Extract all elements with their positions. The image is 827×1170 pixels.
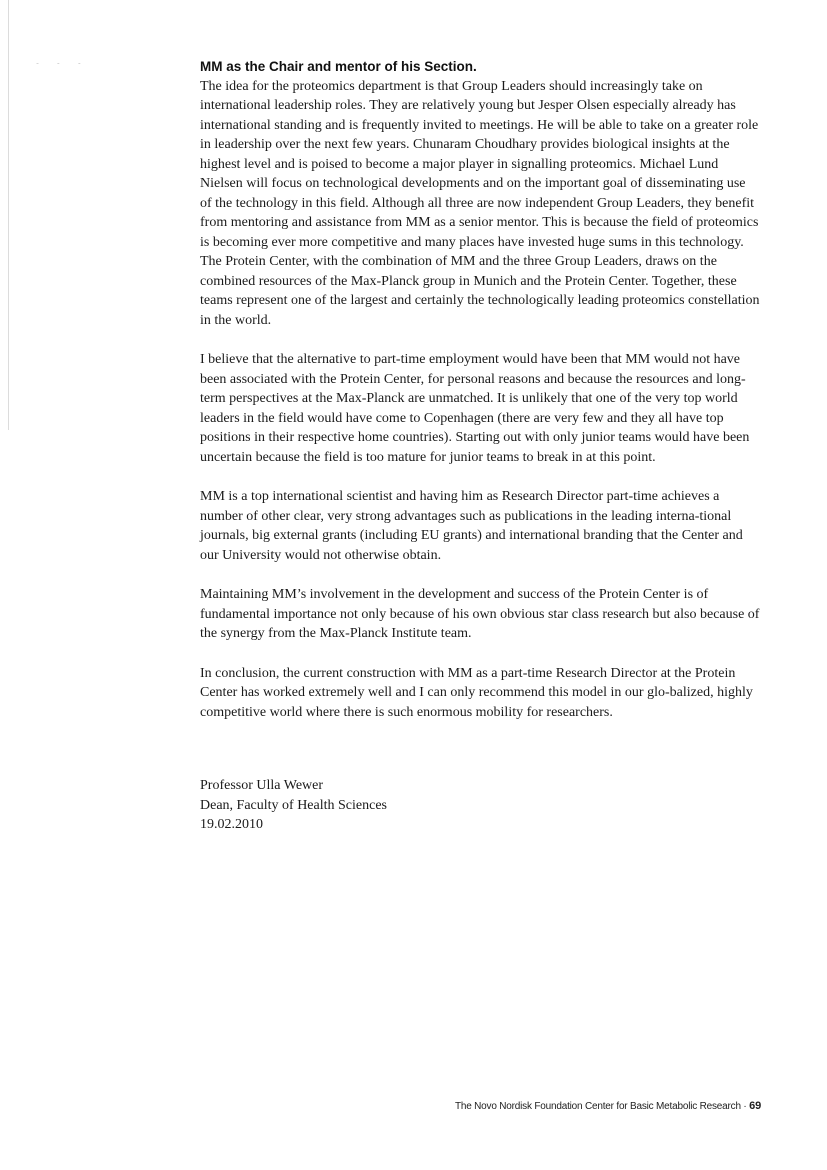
scan-artifact-marks: ˘ ˘ ˘ [36, 63, 89, 70]
paragraph-part-time-alternative: I believe that the alternative to part-time employment would have been that MM would not have been associated with the Protein Center, for personal reasons and because the resources and long-term perspectives at the Max-Planck are unmatched. It is unlikely that one of the very top world leaders in the field would have come to Copenhagen (there are very few and they all have top positions in their respective home countries). Starting out with only junior teams would have been uncertain because the field is too mature for junior teams to break in at this point. [200, 352, 750, 465]
page-edge-line [8, 0, 9, 430]
footer-text: The Novo Nordisk Foundation Center for Basic Metabolic Research [454, 1101, 741, 1112]
footer-separator: · [743, 1101, 747, 1112]
page-footer [455, 1100, 761, 1112]
paragraph-involvement: Maintaining MM’s involvement in the development and success of the Protein Center is of fundamental importance not only because of his own obvious star class research but also because of the synergy from the Max-Planck Institute team. [200, 587, 760, 641]
paragraph-proteomics-department: The idea for the proteomics department is that Group Leaders should increasingly take on international leadership roles. They are relatively young but Jesper Olsen especially already has international standing and is frequently invited to meetings. He will be able to take on a greater role in leadership over the next few years. Chunaram Choudhary provides biological insights at the highest level and is poised to become a major player in signalling proteomics. Michael Lund Nielsen will focus on technological developments and on the important goal of disseminating use of the technology in this field. Although all three are now independent Group Leaders, they benefit from mentoring and assistance from MM as a senior mentor. This is because the field of proteomics is becoming ever more competitive and many places have invested huge sums in this technology. The Protein Center, with the combination of MM and the three Group Leaders, draws on the combined resources of the Max-Planck group in Munich and the Protein Center. Together, these teams represent one of the largest and certainly the technologically leading proteomics constellation in the world. [200, 78, 760, 328]
paragraph-advantages: MM is a top international scientist and having him as Research Director part-time achieves a number of other clear, very strong advantages such as publications in the leading interna-tional journals, big external grants (including EU grants) and international branding that the Center and our University would not otherwise obtain. [200, 489, 743, 563]
signature-date: 19.02.2010 [200, 817, 263, 832]
signature-block [200, 776, 760, 835]
signatory-name: Professor Ulla Wewer [200, 778, 324, 793]
document-body [200, 57, 760, 835]
signatory-title: Dean, Faculty of Health Sciences [200, 797, 387, 813]
paragraph-conclusion: In conclusion, the current construction with MM as a part-time Research Director at the Protein Center has worked extremely well and I can only recommend this model in our glo-balized, highly competitive world where there is such enormous mobility for researchers. [200, 665, 753, 720]
section-heading: MM as the Chair and mentor of his Section. [200, 59, 477, 74]
page-number: 69 [749, 1100, 761, 1112]
